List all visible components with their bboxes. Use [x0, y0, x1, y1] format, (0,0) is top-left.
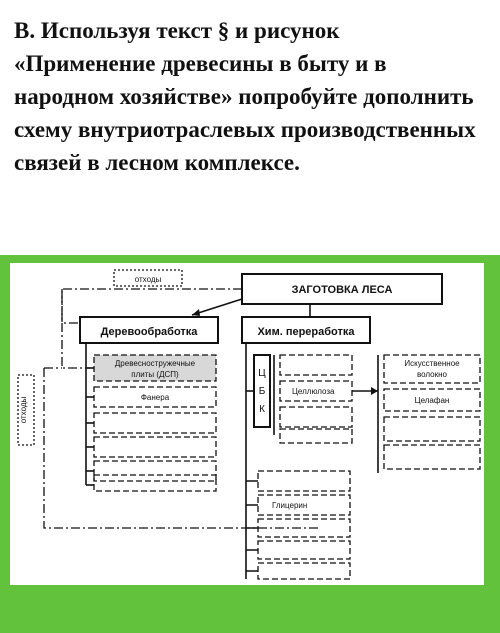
mid-item-2: [280, 407, 352, 427]
question-text: В. Используя текст § и рисунок «Применение древесины в быту и в народном хозяйстве» попробуйте дополнить схему внутриотраслевых производственных связей в лесном комплексе.: [14, 18, 476, 175]
svg-text:волокно: волокно: [416, 370, 448, 379]
left-item-3: [94, 437, 216, 457]
waste-side-label: отходы: [19, 396, 28, 424]
glycerin-item-4: [258, 563, 350, 579]
diagram-panel: [10, 263, 484, 585]
right-item-0-label: Искусственное: [404, 359, 460, 368]
glycerin-label: Глицерин: [272, 501, 308, 510]
svg-text:Ц: Ц: [258, 368, 266, 379]
forest-complex-diagram: [10, 263, 484, 585]
woodworking-label: Деревообработка: [100, 326, 198, 338]
left-item-5: [94, 475, 216, 491]
left-item-4: [94, 461, 216, 481]
svg-text:Б: Б: [258, 386, 266, 397]
logging-label: ЗАГОТОВКА ЛЕСА: [291, 284, 393, 296]
mid-item-3: [280, 429, 352, 443]
right-item-1-label: Целафан: [414, 396, 450, 405]
glycerin-item-0: [258, 471, 350, 491]
glycerin-item-3: [258, 541, 350, 559]
left-item-1-label: Фанера: [140, 393, 170, 402]
mid-item-1-label: Целлюлоза: [292, 387, 335, 396]
chemical-label: Хим. переработка: [257, 326, 355, 338]
waste-top-label: отходы: [134, 275, 162, 284]
svg-text:плиты (ДСП): плиты (ДСП): [131, 370, 179, 379]
left-item-2: [94, 413, 216, 433]
mid-item-0: [280, 355, 352, 375]
right-item-3: [384, 445, 480, 469]
svg-text:К: К: [259, 404, 265, 415]
left-item-0-label: Древесностружечные: [114, 359, 196, 368]
right-item-2: [384, 417, 480, 441]
